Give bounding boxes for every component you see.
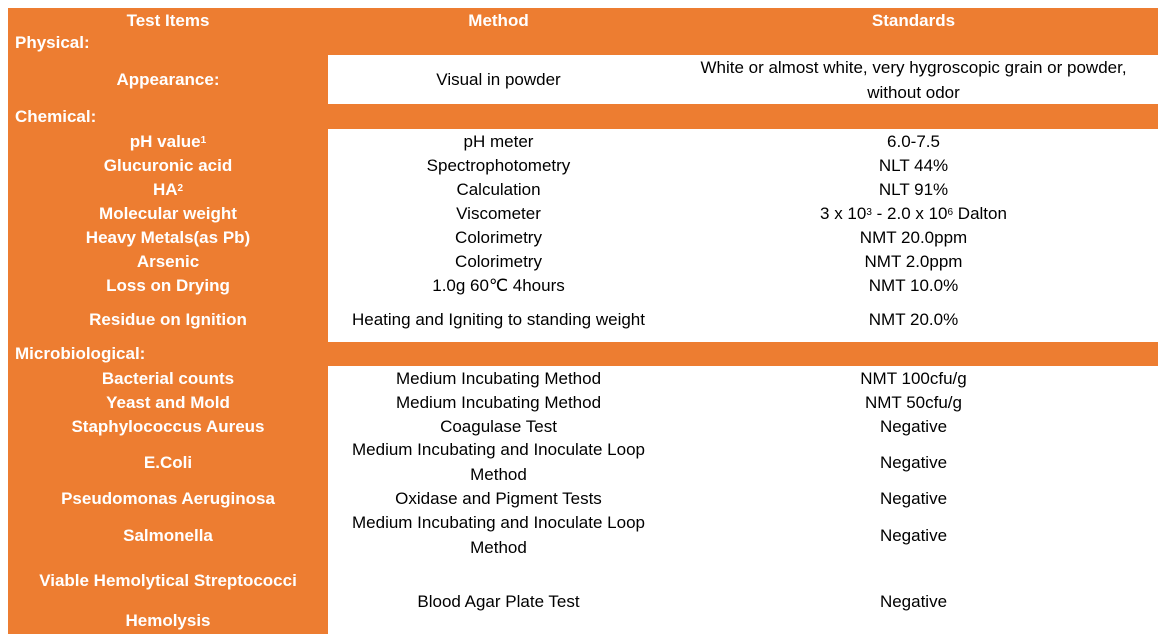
method: Oxidase and Pigment Tests xyxy=(395,488,602,508)
standard: Negative xyxy=(879,488,948,508)
standard: NMT 10.0% xyxy=(868,275,959,295)
method: Calculation xyxy=(456,179,541,199)
table-row xyxy=(8,273,1158,297)
standard: NMT 20.0ppm xyxy=(859,227,968,247)
table-row xyxy=(8,201,1158,225)
standard: 6.0-7.5 xyxy=(887,131,940,151)
table-row xyxy=(8,55,1158,104)
table-row xyxy=(8,390,1158,414)
table-header-row xyxy=(8,8,1158,55)
table-row xyxy=(8,129,1158,153)
test-item: Salmonella xyxy=(8,510,328,560)
header-test-items: Test Items xyxy=(126,11,210,30)
test-item: Bacterial counts xyxy=(8,366,328,390)
header-standards: Standards xyxy=(871,11,956,30)
method: Blood Agar Plate Test xyxy=(417,591,580,611)
test-item: Appearance: xyxy=(8,55,328,104)
standard: NLT 44% xyxy=(878,155,949,175)
standard: Negative xyxy=(879,525,948,545)
method: Medium Incubating and Inoculate Loop Method xyxy=(352,513,645,557)
table-row xyxy=(8,225,1158,249)
table-row xyxy=(8,366,1158,390)
test-item: HA 2 xyxy=(8,177,328,201)
standard: Negative xyxy=(879,416,948,436)
table-row xyxy=(8,297,1158,342)
table-row xyxy=(8,510,1158,560)
section-row xyxy=(8,104,1158,129)
standard: Negative xyxy=(879,591,948,611)
section-physical: Physical: xyxy=(15,33,90,52)
method: Heating and Igniting to standing weight xyxy=(352,310,645,329)
test-item: Staphylococcus Aureus xyxy=(8,414,328,438)
test-item: Molecular weight xyxy=(8,201,328,225)
table-row xyxy=(8,486,1158,510)
table-row xyxy=(8,560,1158,634)
method: Coagulase Test xyxy=(440,416,557,436)
test-item: Viable Hemolytical Streptococci Hemolysis xyxy=(8,560,328,634)
header-method: Method xyxy=(468,11,529,30)
test-item: Residue on Ignition xyxy=(8,297,328,342)
test-item: Heavy Metals(as Pb) xyxy=(8,225,328,249)
section-chemical: Chemical: xyxy=(15,106,97,126)
test-item: pH value 1 xyxy=(8,129,328,153)
method: Medium Incubating and Inoculate Loop Method xyxy=(352,440,645,484)
standard: NLT 91% xyxy=(878,179,949,199)
standard: NMT 2.0ppm xyxy=(864,251,963,271)
test-item: Glucuronic acid xyxy=(8,153,328,177)
test-item: E.Coli xyxy=(8,438,328,486)
standard: White or almost white, very hygroscopic grain or powder, without odor xyxy=(700,57,1127,102)
section-microbiological: Microbiological: xyxy=(15,344,146,363)
method: Medium Incubating Method xyxy=(395,392,602,412)
test-item: Arsenic xyxy=(8,249,328,273)
table-row xyxy=(8,153,1158,177)
method: 1.0g 60℃ 4hours xyxy=(432,275,565,295)
method: Colorimetry xyxy=(455,251,542,271)
method: Medium Incubating Method xyxy=(395,368,602,388)
table-row xyxy=(8,249,1158,273)
method: pH meter xyxy=(463,131,534,151)
method: Colorimetry xyxy=(455,227,542,247)
standard: NMT 20.0% xyxy=(868,310,959,329)
test-item: Pseudomonas Aeruginosa xyxy=(8,486,328,510)
method: Viscometer xyxy=(456,203,541,223)
section-row xyxy=(8,342,1158,366)
table-row xyxy=(8,438,1158,486)
table-row xyxy=(8,414,1158,438)
standard: 3 x 10 3 - 2.0 x 10 6 Dalton xyxy=(820,203,1007,223)
method: Spectrophotometry xyxy=(426,155,571,175)
method: Visual in powder xyxy=(436,70,561,89)
standard: Negative xyxy=(879,452,948,472)
test-item: Loss on Drying xyxy=(8,273,328,297)
standard: NMT 100cfu/g xyxy=(860,368,967,388)
standard: NMT 50cfu/g xyxy=(864,392,962,412)
table-row xyxy=(8,177,1158,201)
test-item: Yeast and Mold xyxy=(8,390,328,414)
